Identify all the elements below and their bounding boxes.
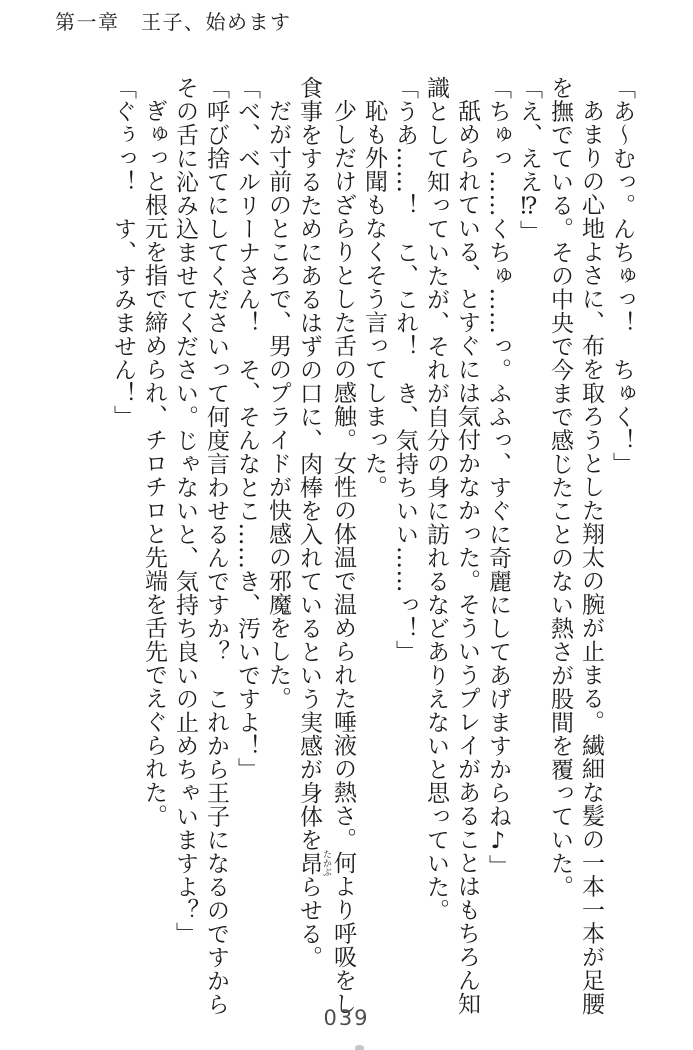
paragraph-narration: 舐められている、とすぐには気付かなかった。そういうプレイがあることはもちろん知識として知っていたが、それが自分の身に訪れるなどありえないと思っていた。 (423, 76, 480, 1016)
text-body (107, 76, 637, 1016)
paragraph-dialogue: 「ちゅっ……くちゅ……っ。ふふっ、すぐに奇麗にしてあげますからね♪」 (485, 76, 511, 878)
paragraph-dialogue: 「呼び捨てにしてくださいって何度言わせるんですか？ これから王子になるのですからその舌に沁み込ませてください。じゃないと、気持ち良いの止めちゃいますよ？」 (172, 76, 229, 1016)
paragraph-dialogue: 「え、ええ⁉」 (516, 76, 542, 244)
paragraph-dialogue: 「あ～むっ。んちゅっ！ ちゅく！」 (609, 76, 635, 476)
paragraph-dialogue: 「べ、ベルリーナさん！ そ、そんなとこ……き、汚いですよ！」 (234, 76, 260, 781)
ruby-annotated-word: 昂 たかぶ (296, 849, 331, 877)
chapter-title: 第一章 王子、始めます (55, 10, 292, 34)
paragraph-narration: あまりの心地よさに、布を取ろうとした翔太の腕が止まる。繊細な髪の一本一本が足腰を撫でている。その中央で今まで感じたことのない熱さが股間を覆っていた。 (547, 76, 604, 1016)
scan-artifact-mark (355, 1045, 364, 1050)
paragraph-narration: 少しだけざらりとした舌の感触。女性の体温で温められた唾液の熱さ。何より呼吸をし食事をするためにあるはずの口に、肉棒を入れているという実感が身体を昂 たかぶらせる。 (296, 76, 356, 1016)
paragraph-narration: 恥も外聞もなくそう言ってしまった。 (361, 99, 387, 499)
paragraph-dialogue: 「ぐぅっ！ す、すみません！」 (110, 76, 136, 429)
paragraph-narration: だが寸前のところで、男のプライドが快感の邪魔をした。 (265, 99, 291, 710)
page-number: 039 (323, 1006, 370, 1030)
paragraph-narration: ぎゅっと根元を指で締められ、チロチロと先端を舌先でえぐられた。 (141, 99, 167, 828)
paragraph-dialogue: 「うあ……！ こ、これ！ き、気持ちいい……っ！」 (392, 76, 418, 664)
